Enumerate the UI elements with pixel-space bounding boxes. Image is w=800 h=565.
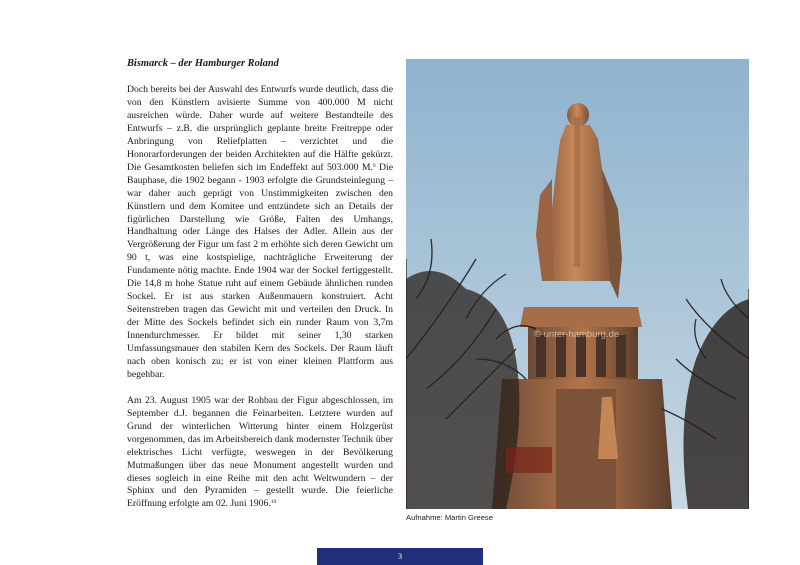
paragraph-1-text-b: Die Bauphase, die 1902 begann - 1903 erfolgte die Grundsteinlegung – war daher auch geprägt von Unstimmigkeiten zwischen den Künstlern und dem Komitee und entzündete sich an Details der figürlichen Darstellung wie Größe, Falten des Umhangs, Handhaltung oder Länge des Halses der Adler. Allein aus der Vergrößerung der Figur um fast 2 m erhöhte sich deren Gewicht um 90 t, was eine kostspielige, nachträgliche Erweiterung der Fundamente nötig machte. Ende 1904 war der Sockel fertiggestellt. Die 14,8 m hohe Statue ruht auf einem Gebäude ähnlichen runden Sockel. Er ist aus starken Außenmauern konstruiert. Acht Seitenstreben tragen das Gewicht mit und verteilen den Druck. In der Mitte des Sockels befindet sich ein runder Raum von 3,7m Innendurchmesser. Er bildet mit seiner 1,30 starken Umfassungsmauer den stabilen Kern des Sockels. Der Raum läuft nach oben konisch zu; er ist von einer kleinen Plattform aus begehbar. <box>127 161 393 380</box>
paragraph-2 <box>127 395 393 512</box>
photo-watermark: © unter-hamburg.de <box>534 329 620 340</box>
page-number-bar <box>317 548 483 565</box>
paragraph-2-text: Am 23. August 1905 war der Rohbau der Figur abgeschlossen, im September d.J. begannen die Feinarbeiten. Letztere wurden auf Grund der winterlichen Witterung hinter einem Holzgerüst vorgenommen, das im Arbeitsbereich dank modernster Technik über elektrisches Licht verfügte, weswegen in der Bevölkerung Mutmaßungen über das neue Monument angestellt wurden und dieses sogleich in eine Reihe mit den acht Weltwundern – der Sphinx und den Pyramiden – gestellt wurde. Die feierliche Eröffnung erfolgte am 02. Juni 1906. <box>127 394 393 510</box>
photo-caption: Aufnahme: Martin Greese <box>406 513 493 522</box>
paragraph-1 <box>127 84 393 382</box>
page-number: 3 <box>397 551 403 561</box>
body-text <box>127 84 393 511</box>
section-heading: Bismarck – der Hamburger Roland <box>127 58 279 69</box>
footnote-ref-9[interactable]: 9 <box>372 162 376 169</box>
footnote-ref-10[interactable]: 10 <box>270 499 277 506</box>
bismarck-monument-photo <box>406 59 749 509</box>
paragraph-1-text-a: Doch bereits bei der Auswahl des Entwurfs wurde deutlich, dass die von den Künstlern avisierte Summe von 400.000 M nicht ausreichen würde. Daher wurde auf weitere Bestandteile des Entwurfs – z.B. die ursprünglich geplante breite Freitreppe oder Anbringung von Reliefplatten – verzichtet und die Honorarforderungen der beiden Architekten auf die Hälfte gekürzt. Die Gesamtkosten beliefen sich im Endeffekt auf 503.000 M. <box>127 84 393 173</box>
red-foliage <box>506 447 552 473</box>
